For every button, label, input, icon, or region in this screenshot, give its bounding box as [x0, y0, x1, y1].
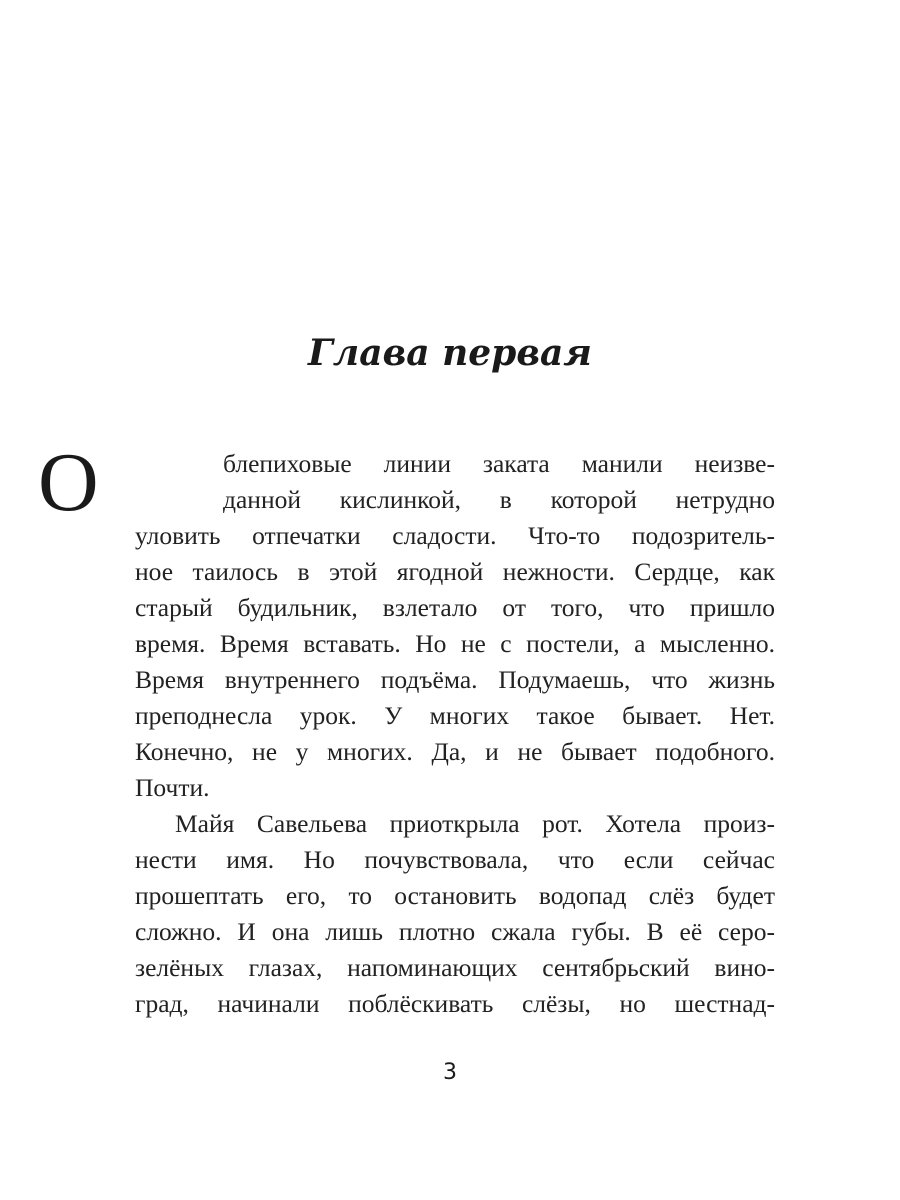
drop-cap-letter: О [38, 436, 99, 529]
text-line: зелёных глазах, напоминающих сентябрьский вино- [135, 953, 775, 982]
body-text [135, 446, 775, 1022]
text-line: Время внутреннего подъёма. Подумаешь, что жизнь [135, 665, 775, 694]
text-line: Майя Савельева приоткрыла рот. Хотела произ- [175, 809, 775, 838]
paragraph-2 [135, 806, 775, 1022]
page-number: 3 [443, 1060, 457, 1085]
paragraph-1 [135, 446, 775, 806]
text-line: ное таилось в этой ягодной нежности. Сердце, как [135, 557, 775, 586]
text-line: время. Время вставать. Но не с постели, а мысленно. [135, 629, 775, 658]
chapter-title: Глава первая [308, 332, 592, 374]
text-line: Конечно, не у многих. Да, и не бывает подобного. [135, 737, 775, 766]
text-line: старый будильник, взлетало от того, что пришло [135, 593, 775, 622]
text-line: сложно. И она лишь плотно сжала губы. В её серо- [135, 917, 775, 946]
text-line: данной кислинкой, в которой нетрудно [223, 485, 775, 514]
text-line: блепиховые линии заката манили неизве- [223, 449, 775, 478]
text-line: преподнесла урок. У многих такое бывает. Нет. [135, 701, 775, 730]
text-line: Почти. [135, 773, 210, 802]
text-line: нести имя. Но почувствовала, что если сейчас [135, 845, 775, 874]
text-line: прошептать его, то остановить водопад слёз будет [135, 881, 775, 910]
text-line: град, начинали поблёскивать слёзы, но шестнад- [135, 989, 775, 1018]
text-line: уловить отпечатки сладости. Что-то подозритель- [135, 521, 775, 550]
